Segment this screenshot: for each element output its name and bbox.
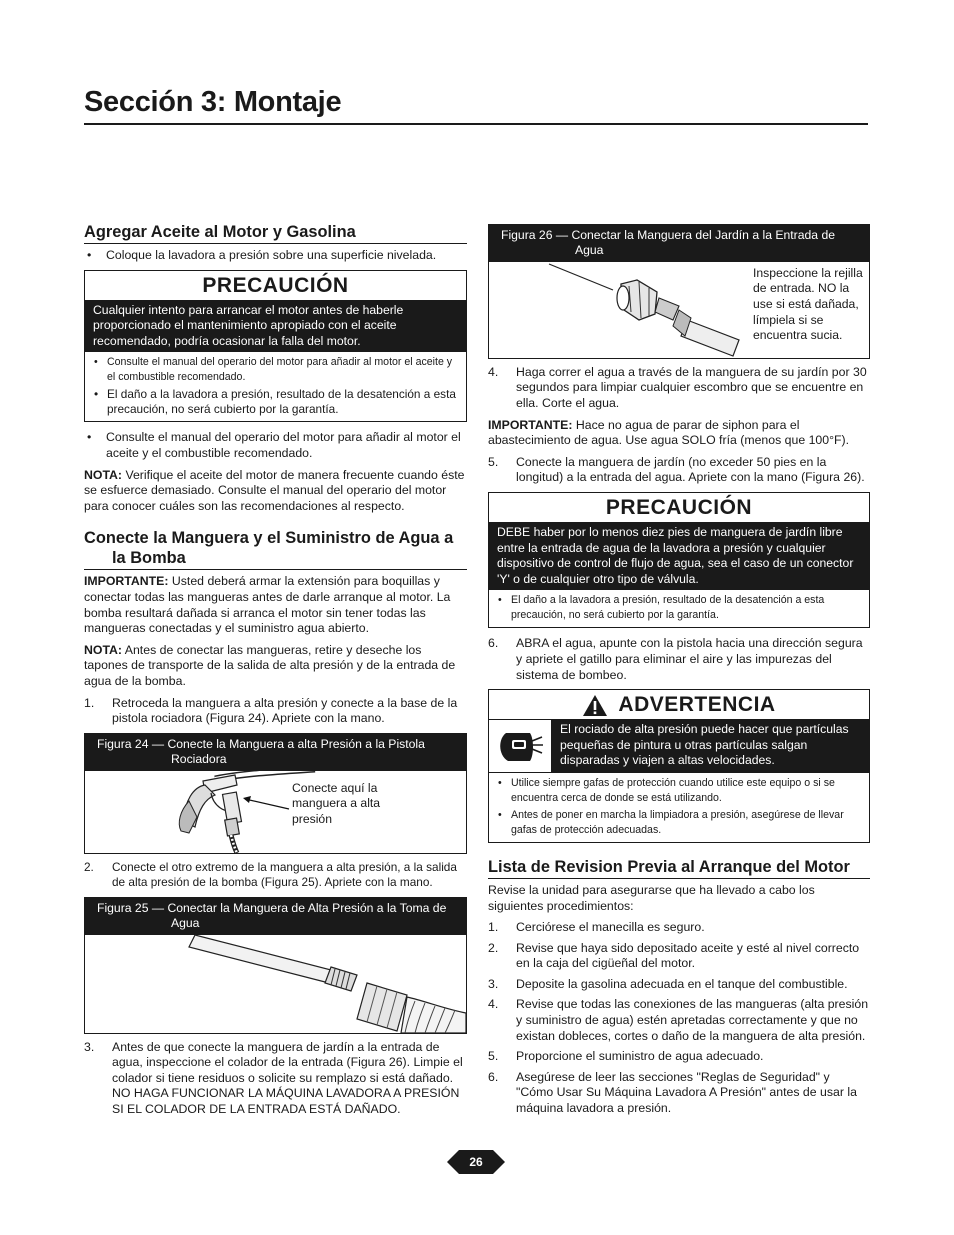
checklist-item [488,920,870,936]
checklist-item [488,997,870,1044]
note-text: Antes de conectar las mangueras, retire y deseche los tapones de transporte de la salida de alta presión y de la entrada de agua de la bomba. [84,642,456,688]
checklist-item [488,977,870,993]
steps-list [488,365,870,412]
safety-goggles-icon [496,725,544,767]
step-number: 2. [488,940,499,955]
note-paragraph [84,468,467,515]
step-text: Conecte la manguera de jardín (no exceder 50 pies en la longitud) a la entrada del agua. Apriete con la mano (Figura 26). [516,454,865,485]
warning-title: ADVERTENCIA [618,693,776,717]
step-number: 3. [488,976,499,991]
figure-caption: Conecte aquí la manguera a alta presión [292,780,381,826]
section-heading-checklist: Lista de Revision Previa al Arranque del Motor [488,857,870,879]
title-rule [84,123,868,125]
warning-header [489,690,869,720]
warning-item: • Utilice siempre gafas de protección cuando utilice este equipo o si se encuentra cerca de donde se está utilizando. [495,776,863,806]
step-text: ABRA el agua, apunte con la pistola hacia una dirección segura y apriete el gatillo para eliminar el aire y las impurezas del sistema de bombeo. [516,636,863,682]
step-item [84,696,467,727]
steps-list [488,455,870,486]
figure-25 [84,897,467,1034]
warning-triangle-icon [582,694,608,717]
warning-body: El rociado de alta presión puede hacer que partículas pequeñas de pintura u otras partículas salgan disparadas y viajen a altas velocidades. [552,720,869,772]
steps-list [84,860,467,891]
checklist-item [488,1049,870,1065]
caution-title: PRECAUCIÓN [489,493,869,523]
warning-item: • Antes de poner en marcha la limpiadora a presión, asegúrese de llevar gafas de protección adecuadas. [495,808,863,838]
note-paragraph [84,643,467,690]
important-label: IMPORTANTE: [488,417,573,432]
figure-body [489,262,869,358]
step-item [488,455,870,486]
step-number: 6. [488,1069,499,1084]
caution-item: • Consulte el manual del operario del motor para añadir al motor el aceite y el combustible recomendado. [91,355,460,385]
checklist-item [488,1070,870,1117]
step-text: Cerciórese el manecilla es seguro. [516,920,705,935]
step-text: Revise que haya sido depositado aceite y esté al nivel correcto en la caja del cigüeñal del motor. [516,940,860,971]
warning-icon-cell [489,720,552,772]
page-title: Sección 3: Montaje [84,86,342,118]
spray-gun-illustration [85,771,466,853]
figure-caption: Inspeccione la rejilla de entrada. NO la use si está dañada, límpiela si se encuentra sucia. [753,265,863,343]
steps-list [84,696,467,727]
important-paragraph [84,574,467,636]
bullet-list [84,248,467,264]
garden-hose-inlet-illustration [489,262,749,358]
figure-title: Figura 24 — Conecte la Manguera a alta Presión a la Pistola Rociadora [85,734,466,771]
important-text: Hace no agua de parar de siphon para el abastecimiento de agua. Use agua SOLO fría (menos que 100°F). [488,417,850,448]
step-number: 4. [488,364,499,379]
step-text: Proporcione el suministro de agua adecuado. [516,1049,764,1064]
step-number: 5. [488,454,499,469]
step-number: 2. [84,859,94,874]
checklist-intro: Revise la unidad para asegurarse que ha llevado a cabo los siguientes procedimientos: [488,882,815,913]
page-number-badge [447,1150,505,1174]
figure-24 [84,733,467,854]
step-number: 1. [488,920,499,935]
step-number: 3. [84,1039,95,1054]
warning-row [489,720,869,773]
step-number: 1. [84,695,95,710]
caution-items [85,352,466,421]
left-column [84,222,467,1123]
figure-title: Figura 26 — Conectar la Manguera del Jardín a la Entrada de Agua [489,225,869,262]
section-heading-aceite: Agregar Aceite al Motor y Gasolina [84,222,467,244]
steps-list [84,1040,467,1118]
step-number: 6. [488,636,499,651]
note-label: NOTA: [84,642,123,657]
caution-item: • El daño a la lavadora a presión, resultado de la desatención a esta precaución, no será cubierto por la garantía. [91,387,460,417]
note-label: NOTA: [84,467,123,482]
bullet-list [84,430,467,461]
caution-body: DEBE haber por lo menos diez pies de manguera de jardín libre entre la entrada de agua de la lavadora a presión y cualquier dispositivo de control de flujo de agua, sea el caso de un conector 'Y' o de cualquier otro tipo de válvula. [489,523,869,590]
step-text: Revise que todas las conexiones de las mangueras (alta presión y suministro de agua) estén apretadas correctamente y que no existan dobleces, cortes o daño de la manguera de alta presión. [516,997,869,1043]
list-item: • Consulte el manual del operario del motor para añadir al motor el aceite y el combustible recomendado. [84,430,467,461]
step-text: Asegúrese de leer las secciones "Reglas de Seguridad" y "Cómo Usar Su Máquina Lavadora A Presión" antes de usar la máquina lavadora a presión. [516,1069,857,1116]
step-item [84,860,467,891]
steps-list [488,636,870,683]
figure-body [85,935,466,1033]
caution-items [489,590,869,627]
important-paragraph [488,418,870,449]
step-item [488,365,870,412]
figure-body [85,771,466,853]
step-item [488,636,870,683]
important-label: IMPORTANTE: [84,574,169,589]
figure-26 [488,224,870,359]
step-text: Haga correr el agua a través de la manguera de su jardín por 30 segundos para limpiar cualquier escombro que se encuentre en ella. Corte el agua. [516,364,867,410]
step-item [84,1040,467,1118]
caution-body: Cualquier intento para arrancar el motor antes de haberle proporcionado el mantenimiento apropiado con el aceite recomendado, podría ocasionar la falla del motor. [85,301,466,353]
important-text: Usted deberá armar la extensión para boquillas y conectar todas las mangueras antes de darle arranque al motor. La bomba resultará dañada si arranca el motor sin tener todas las mangueras conectadas y el suministro agua abierto. [84,574,451,636]
step-number: 4. [488,997,499,1012]
page-number: 26 [469,1155,483,1169]
caution-title: PRECAUCIÓN [85,271,466,301]
step-text: Deposite la gasolina adecuada en el tanque del combustible. [516,976,848,991]
checklist-item [488,941,870,972]
caution-box [488,492,870,628]
step-number: 5. [488,1049,499,1064]
right-column [488,222,870,1123]
figure-title: Figura 25 — Conectar la Manguera de Alta Presión a la Toma de Agua [85,898,466,935]
warning-items [489,773,869,842]
checklist [488,920,870,1117]
section-heading-manguera: Conecte la Manguera y el Suministro de Agua a la Bomba [84,528,467,570]
hose-pump-illustration [85,935,466,1033]
step-text: Conecte el otro extremo de la manguera a alta presión, a la salida de alta presión de la bomba (Figura 25). Apriete con la mano. [112,859,457,890]
caution-box [84,270,467,423]
list-item: • Coloque la lavadora a presión sobre una superficie nivelada. [84,248,467,264]
note-text: Verifique el aceite del motor de manera frecuente cuando éste se esfuerce demasiado. Consulte el manual del operario del motor para conocer cuáles son las recomendaciones al respecto. [84,467,465,513]
step-text: Antes de que conecte la manguera de jardín a la entrada de agua, inspeccione el colador de la entrada (Figura 26). Limpie el colador si tiene residuos o solicite su remplazo si está dañado. NO HAGA FUNCIONAR LA MÁQUINA LAVADORA A PRESIÓN SI EL COLADOR DE LA ENTRADA ESTÁ DAÑADO. [112,1039,463,1116]
step-text: Retroceda la manguera a alta presión y conecte a la base de la pistola rociadora (Figura 24). Apriete con la mano. [112,695,458,726]
warning-box [488,689,870,843]
caution-item: • El daño a la lavadora a presión, resultado de la desatención a esta precaución, no será cubierto por la garantía. [495,593,863,623]
